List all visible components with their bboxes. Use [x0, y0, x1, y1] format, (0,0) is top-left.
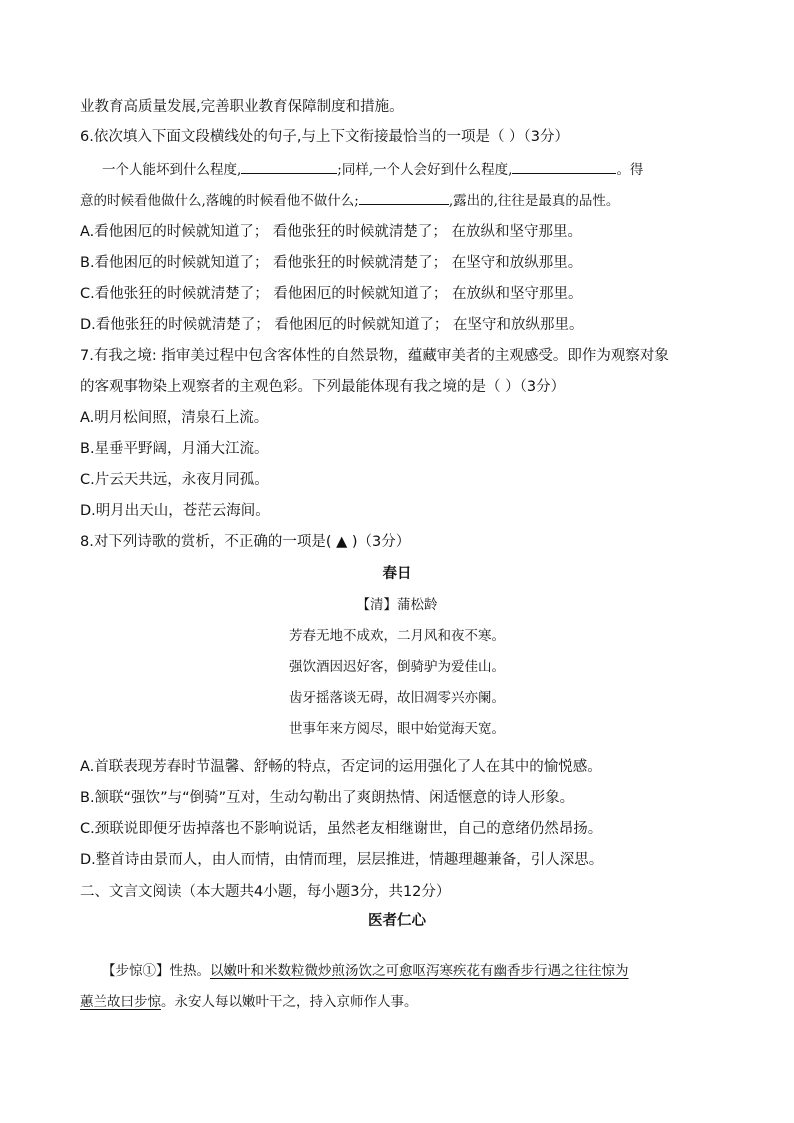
poem-line-3: 齿牙摇落谈无碍，故旧凋零兴亦阑。 — [289, 690, 505, 706]
q6-para-part5: ,露出的,往往是最真的品性。 — [448, 193, 620, 209]
passage-line-1 — [102, 961, 629, 981]
q6-para-part2: ;同样,一个人会好到什么程度, — [337, 162, 513, 178]
q8-option-b: B.颔联“强饮”与“倒骑”互对，生动勾勒出了爽朗热情、闲适惬意的诗人形象。 — [80, 790, 575, 806]
q7-option-a: A.明月松间照，清泉石上流。 — [80, 410, 269, 426]
q6-option-a: A.看他困厄的时候就知道了； 看他张狂的时候就清楚了； 在放纵和坚守那里。 — [80, 224, 582, 240]
question-7-stem-line-1: 7.有我之境: 指审美过程中包含客体性的自然景物，蕴藏审美者的主观感受。即作为观察对象 — [80, 348, 669, 364]
q8-option-a: A.首联表现芳春时节温馨、舒畅的特点，否定词的运用强化了人在其中的愉悦感。 — [80, 759, 602, 775]
question-6-paragraph-line-2 — [80, 190, 619, 211]
q7-option-b: B.星垂平野阔，月涌大江流。 — [80, 441, 269, 457]
q6-para-part1: 一个人能坏到什么程度, — [102, 162, 242, 178]
q6-blank-2 — [512, 159, 616, 174]
poem-line-2: 强饮酒因迟好客，倒骑驴为爱佳山。 — [289, 659, 505, 675]
passage-line-2 — [80, 992, 418, 1012]
poem-title: 春日 — [382, 566, 412, 582]
question-7-stem-line-2: 的客观事物染上观察者的主观色彩。下列最能体现有我之境的是（ ）（3分） — [80, 379, 566, 395]
passage-underlined-1: 以嫩叶和米数粒微炒煎汤饮之可愈呕泻寒疾花有幽香步行遇之往往惊为 — [210, 963, 629, 979]
q8-option-d: D.整首诗由景而人，由人而情，由情而理，层层推进，情趣理趣兼备，引人深思。 — [80, 852, 604, 868]
question-6-paragraph-line-1 — [102, 159, 643, 180]
q7-option-c: C.片云天共远，永夜月同孤。 — [80, 472, 269, 488]
poem-author: 【清】蒲松龄 — [356, 597, 438, 613]
intro-line: 业教育高质量发展,完善职业教育保障制度和措施。 — [80, 99, 404, 115]
passage-tail: 。永安人每以嫩叶干之，持入京师作人事。 — [161, 994, 418, 1010]
passage-title: 医者仁心 — [368, 913, 426, 929]
q7-option-d: D.明月出天山，苍茫云海间。 — [80, 503, 270, 519]
q6-option-c: C.看他张狂的时候就清楚了； 看他困厄的时候就知道了； 在放纵和坚守那里。 — [80, 286, 583, 302]
q6-option-d: D.看他张狂的时候就清楚了； 看他困厄的时候就知道了； 在坚守和放纵那里。 — [80, 317, 584, 333]
q6-blank-1 — [241, 159, 337, 174]
q6-option-b: B.看他困厄的时候就知道了； 看他张狂的时候就清楚了； 在坚守和放纵那里。 — [80, 255, 583, 271]
poem-line-1: 芳春无地不成欢，二月风和夜不寒。 — [289, 628, 505, 644]
q6-para-part3: 。得 — [616, 162, 644, 178]
question-6-stem: 6.依次填入下面文段横线处的句子,与上下文衔接最恰当的一项是（ ）（3分） — [80, 129, 570, 145]
q6-para-part4: 意的时候看他做什么,落魄的时候看他不做什么; — [80, 193, 359, 209]
q6-blank-3 — [359, 190, 449, 205]
q8-option-c: C.颈联说即便牙齿掉落也不影响说话，虽然老友相继谢世，自己的意绪仍然昂扬。 — [80, 821, 603, 837]
question-8-stem: 8.对下列诗歌的赏析，不正确的一项是( ▲ )（3分） — [80, 534, 411, 550]
section-2-heading: 二、文言文阅读（本大题共4小题，每小题3分，共12分） — [80, 884, 451, 900]
passage-underlined-2: 蕙兰故曰步惊 — [80, 994, 161, 1010]
passage-lead: 【步惊①】性热。 — [102, 963, 210, 979]
poem-line-4: 世事年来方阅尽，眼中始觉海天宽。 — [289, 721, 505, 737]
